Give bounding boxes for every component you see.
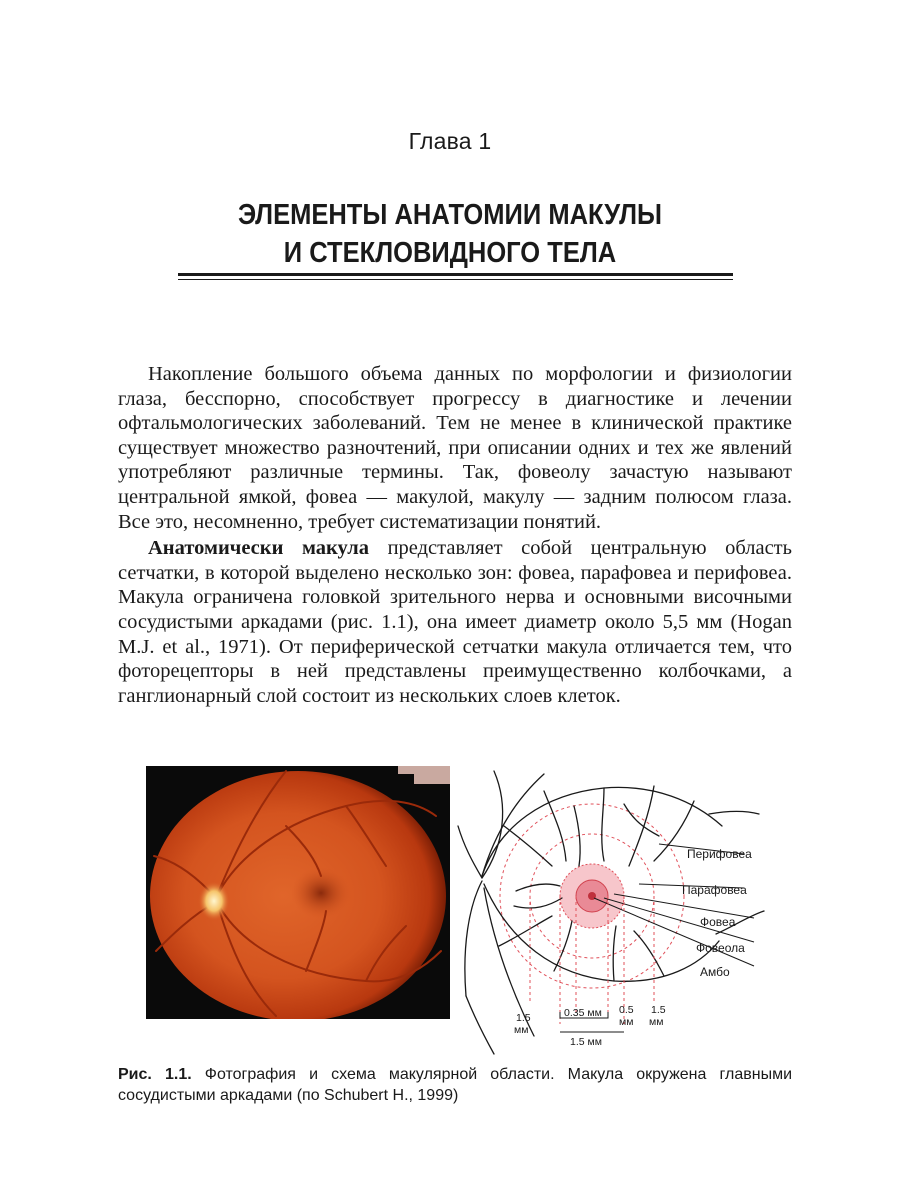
title-rule-thick bbox=[178, 273, 733, 276]
paragraph-2-lead: Анатомически макула bbox=[148, 537, 370, 560]
measure-1-5-bottom: 1.5 мм bbox=[570, 1036, 602, 1048]
paragraph-2 bbox=[118, 536, 792, 708]
measure-1-5-left-unit: мм bbox=[514, 1024, 529, 1036]
figure-caption bbox=[118, 1064, 792, 1106]
label-foveola: Фовеола bbox=[696, 941, 745, 955]
body-text bbox=[118, 362, 792, 708]
chapter-title-line-1: ЭЛЕМЕНТЫ АНАТОМИИ МАКУЛЫ bbox=[237, 199, 663, 231]
measure-0-5-unit: мм bbox=[619, 1016, 634, 1028]
measure-1-5-right-num: 1.5 bbox=[651, 1004, 666, 1016]
chapter-title bbox=[177, 196, 723, 272]
macula-schema bbox=[454, 766, 786, 1056]
figure-1-1 bbox=[146, 766, 786, 1056]
caption-number: Рис. 1.1. bbox=[118, 1066, 192, 1083]
label-fovea: Фовеа bbox=[700, 915, 736, 929]
label-ambo: Амбо bbox=[700, 965, 730, 979]
label-perifovea: Перифовеа bbox=[687, 847, 752, 861]
measure-1-5-right-unit: мм bbox=[649, 1016, 664, 1028]
title-rule-thin bbox=[178, 279, 733, 280]
label-parafovea: Парафовеа bbox=[682, 883, 747, 897]
fundus-image bbox=[146, 766, 450, 1019]
caption-text: Фотография и схема макулярной области. Макула окружена главными сосудистыми аркадами (по Schubert H., 1999) bbox=[118, 1066, 793, 1104]
chapter-title-line-2: И СТЕКЛОВИДНОГО ТЕЛА bbox=[283, 237, 617, 269]
chapter-label: Глава 1 bbox=[408, 128, 492, 154]
paragraph-1: Накопление большого объема данных по морфологии и физиологии глаза, бесспорно, способствует прогрессу в диагностике и лечении офтальмологических заболеваний. Тем не менее в клинической практике существует множество разночтений, при описании одних и тех же явлений употребляют различные термины. Так, фовеолу зачастую называют центральной ямкой, фовеа — макулой, макулу — задним полюсом глаза. Все это, несомненно, требует систематизации понятий. bbox=[118, 363, 792, 533]
measure-0-5-num: 0.5 bbox=[619, 1004, 634, 1016]
fundus-photograph bbox=[146, 766, 450, 1019]
measure-1-5-left-num: 1.5 bbox=[516, 1012, 531, 1024]
optic-disc bbox=[198, 881, 230, 921]
paragraph-2-text: представляет собой центральную область сетчатки, в которой выделено несколько зон: фовеа, парафовеа и перифовеа. Макула ограничена головкой зрительного нерва и основными височными сосудистыми аркадами (рис. 1.1), она имеет диаметр около 5,5 мм (Hogan M.J. et al., 1971). От периферической сетчатки макула отличается тем, что фоторецепторы в ней представлены преимущественно колбочками, а ганглионарный слой состоит из нескольких слоев клеток. bbox=[118, 537, 792, 707]
macula-schema-drawing bbox=[454, 766, 786, 1056]
measure-0-35: 0.35 мм bbox=[564, 1007, 602, 1019]
